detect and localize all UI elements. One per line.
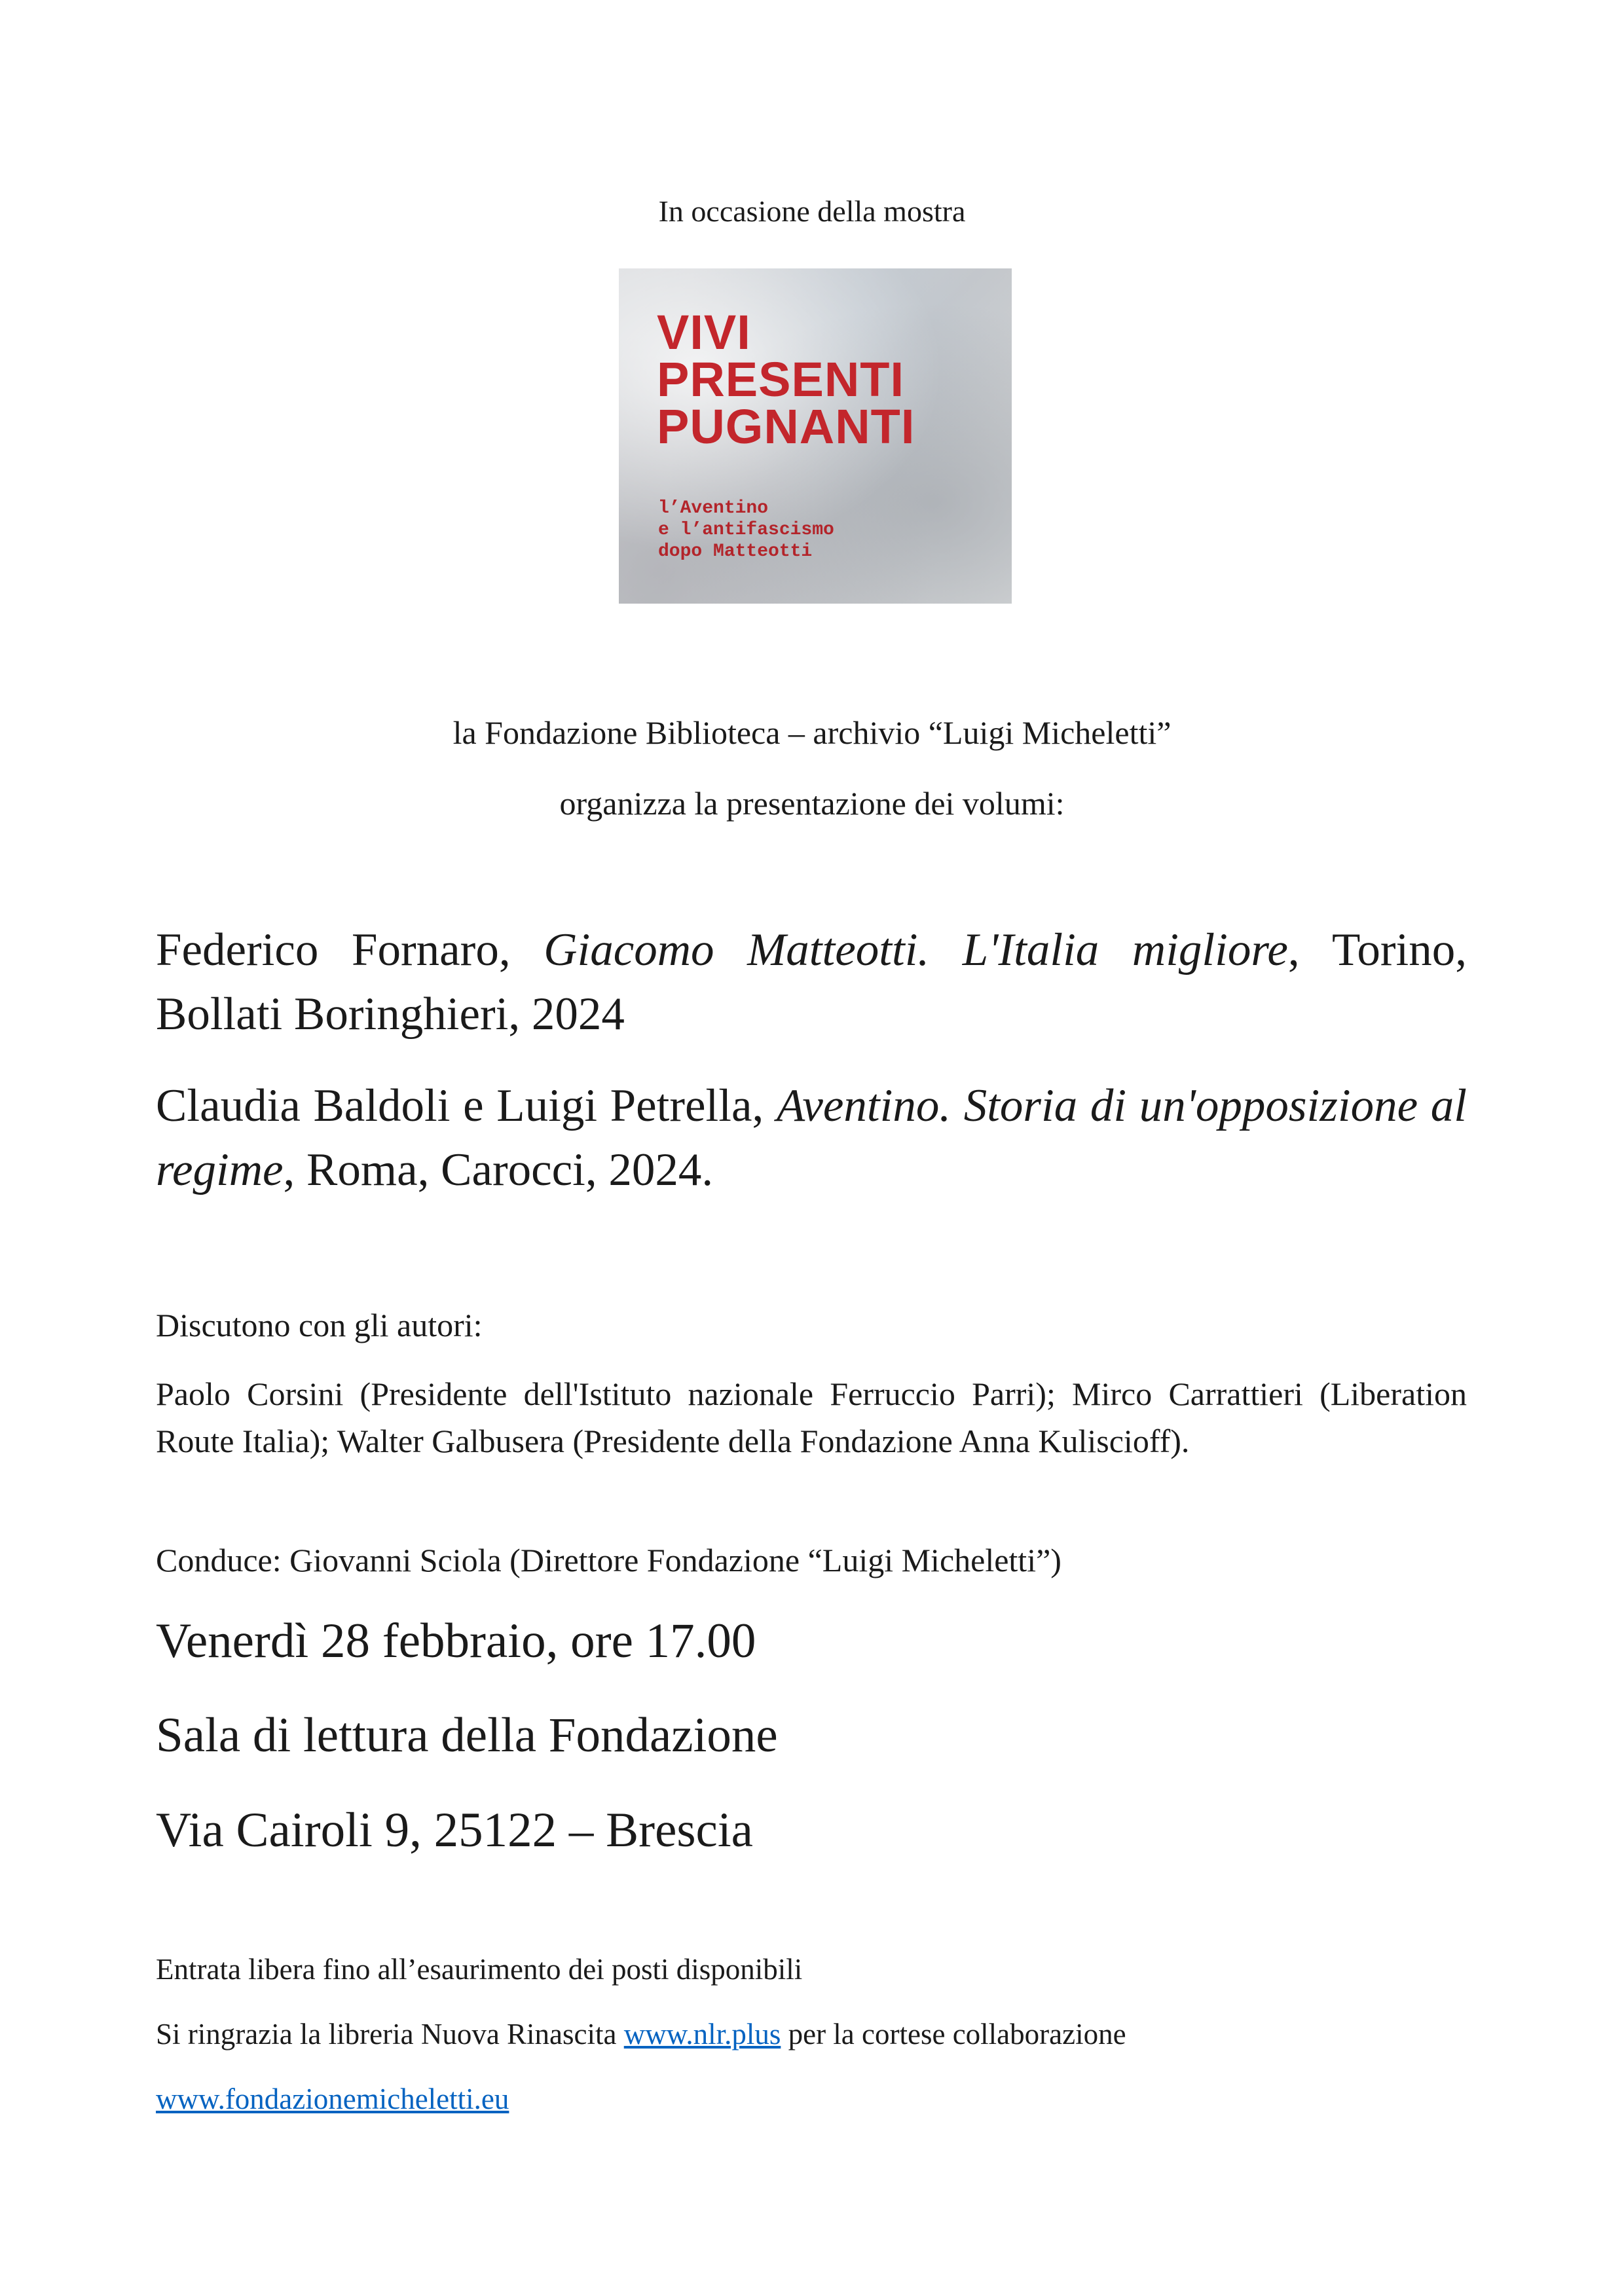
book-title: Giacomo Matteotti. L'Italia migliore	[544, 924, 1288, 975]
poster-subtitle	[658, 498, 834, 562]
poster-subtitle-line: dopo Matteotti	[658, 541, 813, 562]
poster-title-line: PRESENTI	[657, 352, 905, 407]
book-entry-fornaro	[156, 918, 1467, 1046]
thanks-suffix: per la cortese collaborazione	[788, 2018, 1126, 2050]
book-author: Claudia Baldoli e Luigi Petrella,	[156, 1080, 764, 1131]
book-details: , Torino, Bollati Boringhieri, 2024	[156, 924, 1467, 1040]
foundation-website-link[interactable]: www.fondazionemicheletti.eu	[156, 2083, 509, 2115]
moderator-line: Conduce: Giovanni Sciola (Direttore Fondazione “Luigi Micheletti”)	[156, 1542, 1061, 1578]
book-author: Federico Fornaro,	[156, 924, 511, 975]
foundation-website-line	[156, 2082, 509, 2116]
event-address: Via Cairoli 9, 25122 – Brescia	[156, 1803, 753, 1857]
thanks-line	[156, 2017, 1126, 2051]
book-details: , Roma, Carocci, 2024.	[283, 1144, 714, 1195]
book-title: Aventino. Storia di un'opposizione al regime	[156, 1080, 1467, 1195]
poster-subtitle-line: e l’antifascismo	[658, 520, 834, 540]
poster-title	[657, 305, 915, 454]
participants-list: Paolo Corsini (Presidente dell'Istituto nazionale Ferruccio Parri); Mirco Carrattieri (Liberation Route Italia); Walter Galbusera (Presidente della Fondazione Anna Kuliscioff).	[156, 1376, 1467, 1459]
book-entry-baldoli-petrella	[156, 1074, 1467, 1202]
thanks-prefix: Si ringrazia la libreria Nuova Rinascita	[156, 2018, 617, 2050]
discussion-heading: Discutono con gli autori:	[156, 1307, 483, 1343]
poster-title-line: PUGNANTI	[657, 399, 915, 454]
entrance-note: Entrata libera fino all’esaurimento dei posti disponibili	[156, 1953, 803, 1986]
event-datetime: Venerdì 28 febbraio, ore 17.00	[156, 1614, 756, 1668]
poster-subtitle-line: l’Aventino	[658, 498, 769, 519]
event-room: Sala di lettura della Fondazione	[156, 1708, 778, 1762]
bookshop-link[interactable]: www.nlr.plus	[623, 2018, 781, 2050]
organizer-announcement: organizza la presentazione dei volumi:	[559, 785, 1065, 822]
poster-title-line: VIVI	[657, 305, 751, 359]
exhibition-poster-image	[619, 268, 1012, 604]
organizer-line: la Fondazione Biblioteca – archivio “Luigi Micheletti”	[452, 714, 1172, 751]
intro-text: In occasione della mostra	[658, 194, 966, 228]
